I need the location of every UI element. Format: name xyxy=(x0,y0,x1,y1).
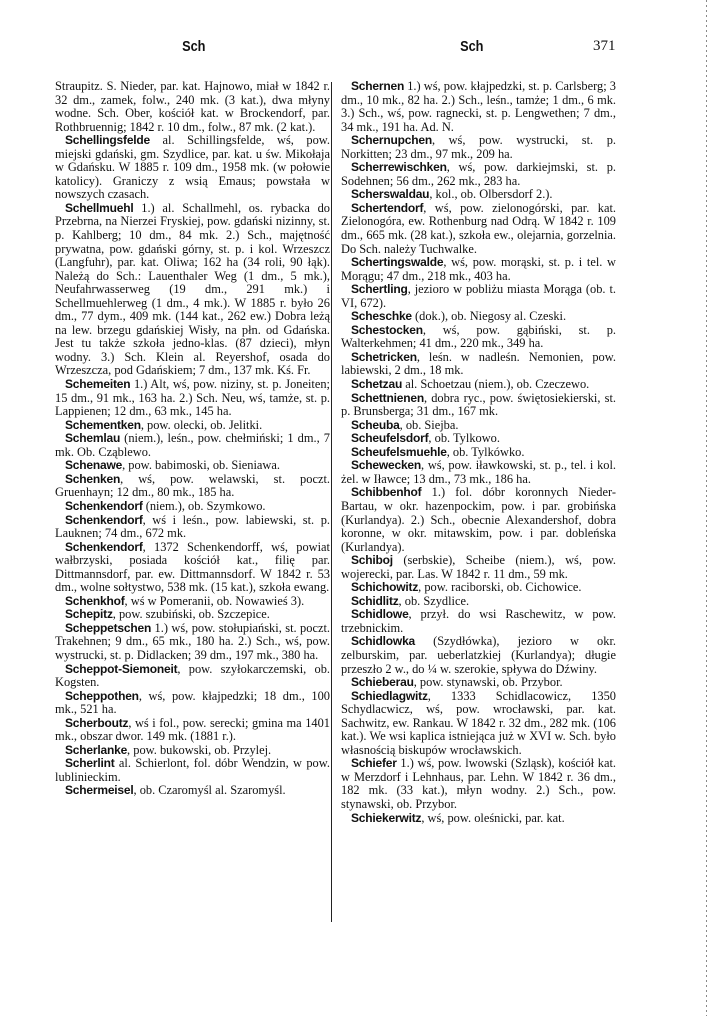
entry-text: , wś, pow. gąbiński, st. p. Walterkehmen; 41 dm., 220 mk., 349 ha. xyxy=(341,322,616,351)
entry-text: (niem.), ob. Szymkowo. xyxy=(142,498,266,513)
entry-text: al. Schierlont, fol. dóbr Wendzin, w pow. lublinieckim. xyxy=(55,756,330,784)
entry-text: , pow. bukowski, ob. Przyleј. xyxy=(127,742,272,757)
entry-text: 1.) wś, pow. stołupiański, st. poczt. Trakehnen; 9 dm., 65 mk., 180 ha. 2.) Sch., wś, pow. wystrucki, st. p. Didlacken; 39 dm., 197 mk., 380 ha. xyxy=(55,620,330,662)
dictionary-entry xyxy=(341,690,616,758)
dictionary-entry xyxy=(341,581,616,595)
entry-text: , pow. stynawski, ob. Przybor. xyxy=(413,675,563,690)
entry-text: , ob. Tylkowo. xyxy=(428,431,500,446)
dictionary-entry xyxy=(341,676,616,690)
entry-text: (Szydłówka), jezioro w okr. zelburskim, par. ueberlatzkiej (Kurlandya); długie przeszło 2 w., do ¼ w. szerokie, spływa do Dźwiny. xyxy=(341,634,616,676)
dictionary-entry xyxy=(341,419,616,433)
dictionary-entry xyxy=(341,757,616,811)
entry-headword: Schernen xyxy=(351,79,405,93)
entry-headword: Scherswaldau xyxy=(351,187,430,202)
dictionary-entry xyxy=(341,595,616,609)
dictionary-entry xyxy=(341,188,616,202)
entry-text: , wś, pow. zielonogórski, par. kat. Zielonogóra, ew. Rothenburg nad Odrą. W 1842 r. 109 dm., 665 mk. (28 kat.), szkoła ew., olejarnia, gorzelnia. Do Sch. należy Tuchwalke. xyxy=(341,200,616,256)
dictionary-entry xyxy=(341,351,616,378)
entry-headword: Schertingswalde xyxy=(351,255,444,270)
entry-text: , ob. Szydlice. xyxy=(398,593,470,608)
entry-headword: Schichowitz xyxy=(351,580,419,595)
entry-headword: Schepitz xyxy=(65,607,113,622)
dictionary-entry xyxy=(341,378,616,392)
entry-text: , wś, pow. kłajpedzki; 18 dm., 100 mk., 521 ha. xyxy=(55,688,330,717)
entry-headword: Schestocken xyxy=(351,322,423,337)
entry-headword: Schewecken xyxy=(351,458,422,473)
entry-text: , wś, pow. oleśnicki, par. kat. xyxy=(421,810,565,825)
entry-text: 1.) al. Schallmehl, os. rybacka do Przebrna, na Nierzei Fryskiej, pow. gdański nizinny, st. p. Kahlberg; 10 dm., 84 mk. 2.) Sch., majętność prywatna, pow. gdański górny, st. p. i kol. Wrzeszcz (Langfuhr), par. kat. Oliwa; 162 ha (34 roli, 90 łąk). Należą do Sch.: Lauenthaler Weg (1 dm., 5 mk.), Neufahrwasserweg (19 dm., 291 mk.) i Schellmuehlerweg (1 dm., 4 mk.). W 1885 r. było 26 dm., 77 dym., 409 mk. (144 kat., 262 ew.) Dobra leżą na lew. brzegu gdańskiej Wisły, na płn. od Gdańska. Jest tu także szkoła jedno-klas. (87 dzieci), młyn wodny. 3.) Sch. Klein al. Reyershof, osada do Wrzeszcza, pod Gdańskiem; 7 dm., 137 mk. Kś. Fr. xyxy=(55,200,330,378)
entry-text: , wś, pow. wystrucki, st. p. Norkitten; 23 dm., 97 mk., 209 ha. xyxy=(341,133,616,161)
entry-text: , wś i fol., pow. serecki; gmina ma 1401 mk., obszar dwor. 149 mk. (1881 r.). xyxy=(55,715,330,744)
dictionary-entry xyxy=(55,757,330,784)
entry-headword: Scheppothen xyxy=(65,688,139,703)
dictionary-entry xyxy=(55,514,330,541)
dictionary-entry xyxy=(55,419,330,433)
dictionary-entry xyxy=(341,608,616,635)
dictionary-entry xyxy=(341,310,616,324)
running-header xyxy=(0,38,720,62)
entry-headword: Schementken xyxy=(65,417,141,432)
entry-headword: Schenken xyxy=(65,471,121,486)
dictionary-entry xyxy=(55,202,330,378)
dictionary-entry xyxy=(55,663,330,690)
entry-headword: Schetzau xyxy=(351,377,403,392)
entry-headword: Schenkendorf xyxy=(65,498,143,513)
entry-text: al. Schoetzau (niem.), ob. Czeczewo. xyxy=(402,377,590,392)
entry-headword: Schidlowe xyxy=(351,607,409,622)
dictionary-entry xyxy=(55,80,330,134)
entry-text: , 1372 Schenkendorff, wś, powiat wałbrzyski, posiada kościół kat., filię par. Dittmannsdorf, par. ew. Dittmannsdorf. W 1842 r. 53 dm., wolne sołtystwo, 538 mk. (15 kat.), szkoła ewang. xyxy=(55,539,330,595)
entry-headword: Scheufelsmuehle xyxy=(351,444,447,459)
entry-text: Straupitz. S. Nieder, par. kat. Hajnowo, miał w 1842 r. 32 dm., zamek, folw., 240 mk. (3 kat.), dwa młyny wodne. Sch. Ober, kościół kat. w Brockendorf, par. Rothbruennig; 1842 r. 10 dm., folw., 87 mk. (2 kat.). xyxy=(55,79,330,134)
dictionary-entry xyxy=(55,432,330,459)
entry-text: 1.) wś, pow. lwowski (Szląsk), kościół kat. w Merzdorf i Lehnhaus, par. Lehn. W 1842 r. 36 dm., 182 mk. (33 kat.), młyn wodny. 2.) Sch., pow. stynawski, ob. Przybor. xyxy=(341,756,616,811)
page-edge xyxy=(706,0,707,1016)
dictionary-entry xyxy=(55,690,330,717)
header-center: Sch xyxy=(460,38,484,55)
entry-text: , 1333 Schidlacowicz, 1350 Schydlacwicz, wś, pow. wrocławski, par. kat. Sachwitz, ew. Rankau. W 1842 r. 32 dm., 282 mk. (106 kat.). We wsi kaplica istniejąca już w XVI w. Sch. było własnością biskupów wrocławskich. xyxy=(341,688,616,757)
entry-headword: Schellingsfelde xyxy=(65,133,151,148)
entry-headword: Scheschke xyxy=(351,309,412,324)
dictionary-entry xyxy=(55,784,330,798)
entry-text: , pow. olecki, ob. Jelitki. xyxy=(140,417,263,432)
entry-text: , wś, pow. morąski, st. p. i tel. w Morągu; 47 dm., 218 mk., 403 ha. xyxy=(341,255,616,283)
entry-headword: Schertendorf xyxy=(351,200,424,215)
dictionary-entry xyxy=(341,392,616,419)
entry-headword: Schibbenhof xyxy=(351,485,422,500)
entry-text: (niem.), leśn., pow. chełmiński; 1 dm., 7 mk. Ob. Cząblewo. xyxy=(55,431,330,459)
entry-headword: Scherlint xyxy=(65,756,115,771)
entry-text: , pow. babimoski, ob. Sieniawa. xyxy=(122,458,280,473)
entry-text: , pow. szyłokarczemski, ob. Kogsten. xyxy=(55,661,330,690)
dictionary-entry xyxy=(341,161,616,188)
entry-text: , ob. Siejba. xyxy=(399,417,459,432)
entry-text: , wś, pow. welawski, st. poczt. Gruenhayn; 12 dm., 80 mk., 185 ha. xyxy=(55,471,330,500)
dictionary-entry xyxy=(55,459,330,473)
entry-headword: Schidlitz xyxy=(351,593,399,608)
entry-headword: Schettnienen xyxy=(351,390,424,405)
entry-text: , wś, pow. iławkowski, st. p., tel. i kol. żel. w Iławce; 13 dm., 73 mk., 186 ha. xyxy=(341,458,616,486)
entry-headword: Scheufelsdorf xyxy=(351,431,429,446)
entry-text: , wś w Pomeranii, ob. Nowawieś 3). xyxy=(124,593,305,608)
entry-headword: Scherboutz xyxy=(65,715,129,730)
entry-headword: Scherrewischken xyxy=(351,160,447,175)
entry-headword: Scheppot-Siemoneit xyxy=(65,661,178,676)
entry-headword: Schertling xyxy=(351,282,408,297)
dictionary-entry xyxy=(55,595,330,609)
entry-headword: Scheuba xyxy=(351,417,400,432)
entry-text: , jezioro w pobliżu miasta Morąga (ob. t. VI, 672). xyxy=(341,282,616,310)
entry-headword: Schellmuehl xyxy=(65,200,134,215)
page-number: 371 xyxy=(593,38,616,54)
entry-text: (dok.), ob. Niegosy al. Czeski. xyxy=(411,309,567,324)
entry-text: , leśn. w nadleśn. Nemonien, pow. labiewski, 2 dm., 18 mk. xyxy=(341,349,616,378)
entry-headword: Schiboj xyxy=(351,553,393,568)
dictionary-entry xyxy=(341,324,616,351)
entry-headword: Schenkhof xyxy=(65,593,125,608)
dictionary-entry xyxy=(341,635,616,676)
dictionary-entry xyxy=(341,446,616,460)
entry-text: , ob. Czaromyśl al. Szaromyśl. xyxy=(133,783,286,798)
entry-text: , ob. Tylkówko. xyxy=(446,444,525,459)
entry-headword: Schenkendorf xyxy=(65,539,143,554)
dictionary-entry xyxy=(55,473,330,500)
entry-headword: Schernupchen xyxy=(351,133,432,148)
dictionary-entry xyxy=(55,717,330,744)
entry-headword: Schiekerwitz xyxy=(351,810,422,825)
entry-headword: Schieberau xyxy=(351,675,414,690)
dictionary-entry xyxy=(341,486,616,554)
entry-headword: Schemeiten xyxy=(65,377,131,392)
entry-text: , wś, pow. darkiejmski, st. p. Sodehnen; 56 dm., 262 mk., 283 ha. xyxy=(341,160,616,188)
column-divider xyxy=(331,82,332,922)
entry-headword: Schenkendorf xyxy=(65,512,143,527)
dictionary-entry xyxy=(55,608,330,622)
dictionary-entry xyxy=(341,283,616,310)
entry-headword: Schetricken xyxy=(351,349,417,364)
dictionary-entry xyxy=(341,80,616,134)
right-column xyxy=(341,80,616,825)
dictionary-entry xyxy=(341,432,616,446)
dictionary-entry xyxy=(341,554,616,581)
dictionary-entry xyxy=(55,134,330,202)
entry-text: , przył. do wsi Raschewitz, w pow. trzebnickim. xyxy=(341,607,616,635)
entry-text: , pow. szubiński, ob. Szczepice. xyxy=(112,607,270,622)
entry-headword: Schiefer xyxy=(351,756,397,771)
entry-headword: Schermeisel xyxy=(65,783,134,798)
entry-headword: Schidlowka xyxy=(351,634,416,649)
dictionary-entry xyxy=(341,812,616,826)
entry-text: , pow. raciborski, ob. Cichowice. xyxy=(418,580,582,595)
dictionary-entry xyxy=(55,378,330,419)
dictionary-entry xyxy=(341,134,616,161)
header-left: Sch xyxy=(182,38,206,55)
dictionary-entry xyxy=(55,500,330,514)
dictionary-entry xyxy=(55,541,330,595)
dictionary-entry xyxy=(341,202,616,256)
entry-headword: Scherlanke xyxy=(65,742,128,757)
entry-headword: Schiedlagwitz xyxy=(351,688,428,703)
entry-headword: Scheppetschen xyxy=(65,620,152,635)
dictionary-entry xyxy=(55,622,330,663)
entry-text: 1.) Alt, wś, pow. niziny, st. p. Joneiten; 15 dm., 91 mk., 163 ha. 2.) Sch. Neu, wś, tamże, st. p. Lappienen; 12 dm., 63 mk., 145 ha. xyxy=(55,377,330,419)
entry-headword: Schenawe xyxy=(65,458,123,473)
entry-text: 1.) wś, pow. kłajpedzki, st. p. Carlsberg; 3 dm., 10 mk., 82 ha. 2.) Sch., leśn., tamże; 1 dm., 6 mk. 3.) Sch., wś, pow. ragnecki, st. p. Lengwethen; 7 dm., 34 mk., 191 ha. Ad. N. xyxy=(341,79,616,134)
entry-text: , wś i leśn., pow. labiewski, st. p. Lauknen; 74 dm., 672 mk. xyxy=(55,512,330,541)
dictionary-entry xyxy=(55,744,330,758)
entry-text: , dobra ryc., pow. świętosiekierski, st. p. Brunsberga; 31 dm., 167 mk. xyxy=(341,390,616,419)
entry-text: al. Schillingsfelde, wś, pow. miejski gdański, gm. Szydlice, par. kat. u św. Mikołaja w Gdańsku. W 1885 r. 109 dm., 1958 mk. (w połowie katolicy). Graniczy z wsią Emaus; powstała w nowszych czasach. xyxy=(55,133,330,202)
entry-text: 1.) fol. dóbr koronnych Nieder-Bartau, w okr. hazenpockim, pow. i par. grobińska (Kurlandya). 2.) Sch., obecnie Alexandershof, dobra koronne, w okr. mitawskim, pow. i par. dobleńska (Kurlandya). xyxy=(341,485,616,554)
dictionary-entry xyxy=(341,256,616,283)
dictionary-entry xyxy=(341,459,616,486)
left-column xyxy=(55,80,330,798)
entry-text: , kol., ob. Olbersdorf 2.). xyxy=(429,187,553,202)
entry-text: (serbskie), Scheibe (niem.), wś, pow. wojerecki, par. Las. W 1842 r. 11 dm., 59 mk. xyxy=(341,553,616,581)
entry-headword: Schemlau xyxy=(65,431,121,446)
